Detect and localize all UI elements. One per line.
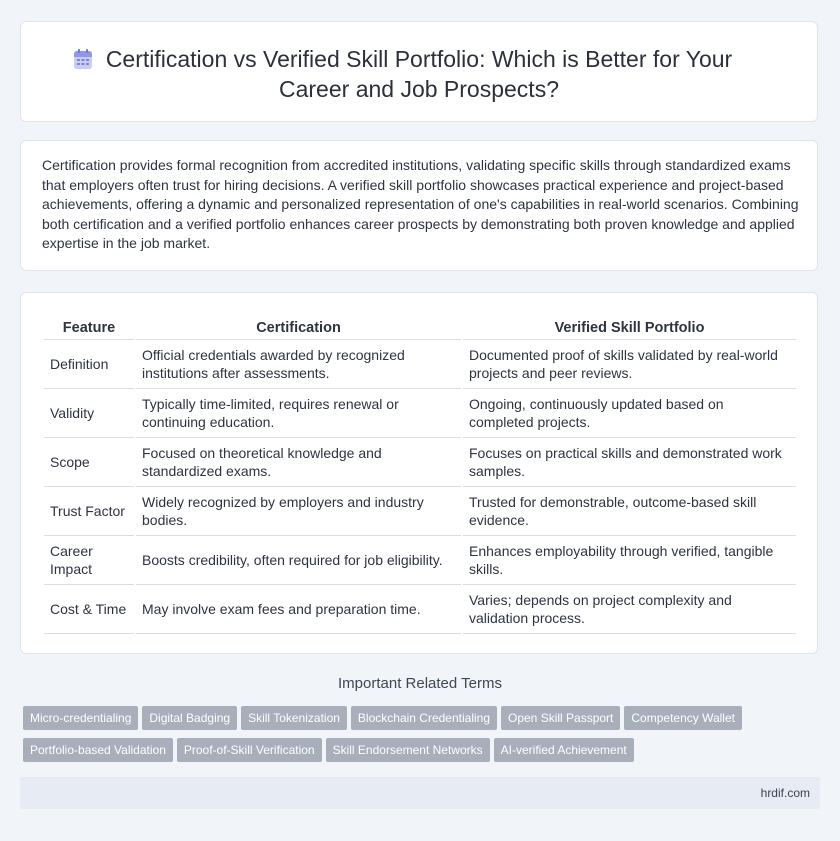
term-tag[interactable]: AI-verified Achievement [494,738,634,762]
page-title: Certification vs Verified Skill Portfolio: Which is Better for Your Career and Job Prospects? [105,46,733,102]
portfolio-cell: Varies; depends on project complexity and validation process. [463,585,796,634]
certification-cell: Official credentials awarded by recognized institutions after assessments. [136,340,461,389]
table-row [44,487,796,536]
certification-cell: May involve exam fees and preparation time. [136,585,461,634]
term-tag[interactable]: Digital Badging [142,706,237,730]
portfolio-cell: Documented proof of skills validated by real-world projects and peer reviews. [463,340,796,389]
feature-cell: Definition [44,340,134,389]
footer-site-link[interactable]: hrdif.com [760,786,810,800]
term-tag[interactable]: Competency Wallet [624,706,742,730]
comparison-table [42,314,798,634]
portfolio-cell: Focuses on practical skills and demonstrated work samples. [463,438,796,487]
header-certification: Certification [136,314,461,340]
term-tag[interactable]: Portfolio-based Validation [23,738,173,762]
feature-cell: Cost & Time [44,585,134,634]
feature-cell: Validity [44,389,134,438]
certification-cell: Focused on theoretical knowledge and standardized exams. [136,438,461,487]
feature-cell: Trust Factor [44,487,134,536]
feature-cell: Career Impact [44,536,134,585]
term-tag[interactable]: Micro-credentialing [23,706,138,730]
certification-cell: Typically time-limited, requires renewal or continuing education. [136,389,461,438]
header-verified-skill-portfolio: Verified Skill Portfolio [463,314,796,340]
portfolio-cell: Trusted for demonstrable, outcome-based skill evidence. [463,487,796,536]
table-row [44,340,796,389]
title-card [20,21,818,122]
table-row [44,438,796,487]
portfolio-cell: Enhances employability through verified, tangible skills. [463,536,796,585]
intro-card [20,140,818,271]
related-terms-list [23,706,803,770]
comparison-card [20,292,818,654]
table-row [44,585,796,634]
table-header-row [44,314,796,340]
intro-paragraph: Certification provides formal recognition from accredited institutions, validating specific skills through standardized exams that employers often trust for hiring decisions. A verified skill portfolio showcases practical experience and project-based achievements, offering a dynamic and personalized representation of one's capabilities in real-world scenarios. Combining both certification and a verified portfolio enhances career prospects by demonstrating both proven knowledge and applied expertise in the job market. [42,157,799,251]
feature-cell: Scope [44,438,134,487]
term-tag[interactable]: Skill Endorsement Networks [326,738,490,762]
header-feature: Feature [44,314,134,340]
portfolio-cell: Ongoing, continuously updated based on completed projects. [463,389,796,438]
term-tag[interactable]: Blockchain Credentialing [351,706,497,730]
term-tag[interactable]: Proof-of-Skill Verification [177,738,322,762]
table-row [44,536,796,585]
table-row [44,389,796,438]
related-terms-heading: Important Related Terms [338,675,502,692]
term-tag[interactable]: Skill Tokenization [241,706,347,730]
certification-cell: Boosts credibility, often required for job eligibility. [136,536,461,585]
term-tag[interactable]: Open Skill Passport [501,706,620,730]
footer-bar [20,777,820,809]
certification-cell: Widely recognized by employers and industry bodies. [136,487,461,536]
